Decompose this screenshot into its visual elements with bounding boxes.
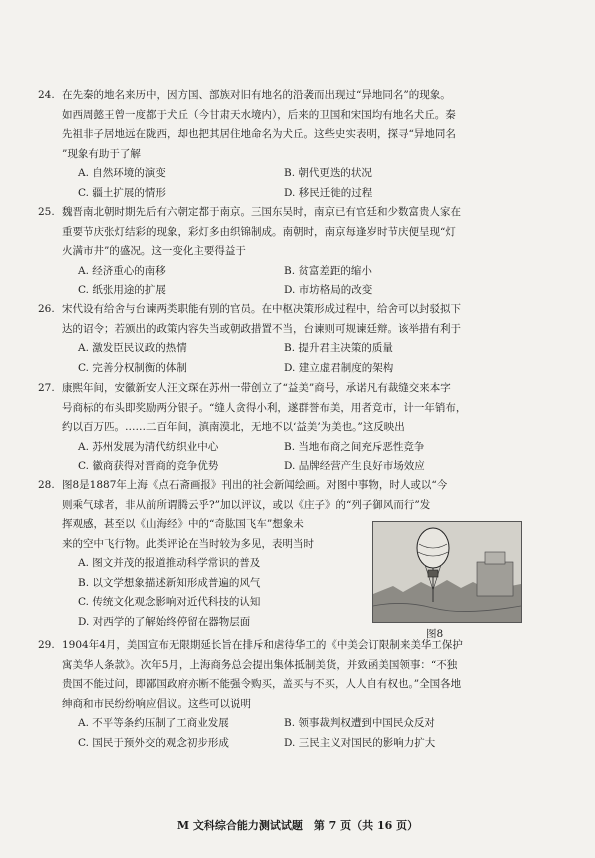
question-number: 28. [38,479,55,491]
question-stem [62,636,532,714]
question-stem [62,86,532,164]
page-footer: M 文科综合能力测试试题 第 7 页（共 16 页） [176,819,419,832]
option-row [62,339,532,359]
stem-line: 绅商和市民纷纷响应倡议。这些可以说明 [62,697,251,710]
option-b[interactable]: B. 提升君主决策的质量 [284,342,393,354]
option-c[interactable]: C. 传统文化观念影响对近代科技的认知 [78,596,261,608]
stem-line: 火满市井”的盛况。这一变化主要得益于 [62,245,246,257]
option-a[interactable]: A. 经济重心的南移 [78,264,166,277]
stem-line: ”现象有助于了解 [62,147,141,160]
stem-line: 来的空中飞行物。此类评论在当时较为多见，表明当时 [62,537,314,550]
option-c[interactable]: C. 国民于预外交的观念初步形成 [78,736,229,749]
option-d[interactable]: D. 品牌经营产生良好市场效应 [284,460,425,472]
stem-line: 号商标的布头即奖励两分银子。“缝人贪得小利，遂群誉布美，用者竞市，计一年销布， [62,401,467,414]
question-27 [38,379,532,477]
option-row [62,359,532,379]
question-number: 25. [38,206,55,218]
option-row [62,262,532,282]
option-row [62,734,532,754]
option-row [62,714,532,734]
stem-line: 先祖非子居地远在陇西，却也把其居住地命名为犬丘。这些史实表明，探寻“异地同名 [62,128,456,140]
option-c[interactable]: C. 纸张用途的扩展 [78,284,166,296]
option-b[interactable]: B. 贫富差距的缩小 [284,264,372,277]
option-c[interactable]: C. 徽商获得对晋商的竞争优势 [78,460,219,472]
option-d[interactable]: D. 对西学的了解始终停留在器物层面 [78,615,251,628]
stem-line: 寓美华人条款》。次年5月，上海商务总会提出集体抵制美货，并致函美国领事：“不独 [62,658,458,671]
question-stem [62,379,532,438]
question-stem [62,300,532,339]
stem-line: 如西周懿王曾一度都于犬丘（今甘肃天水境内），后来的卫国和宋国均有地名犬丘。秦 [62,108,456,121]
question-24 [38,86,532,203]
stem-line: 达的诏令；若颁出的政策内容失当或朝政措置不当，台谏则可规谏廷辩。该举措有利于 [62,322,461,335]
option-a[interactable]: A. 自然环境的演变 [78,167,166,179]
option-b[interactable]: B. 当地布商之间充斥恶性竞争 [284,440,425,453]
option-row [62,184,532,204]
stem-line: 康熙年间，安徽新安人汪文琛在苏州一带创立了“益美”商号，承诺凡有裁缝交来本字 [62,382,451,394]
option-a[interactable]: A. 图文并茂的报道推动科学常识的普及 [78,557,261,569]
option-d[interactable]: D. 建立虚君制度的架构 [284,361,394,374]
stem-line: 1904年4月，美国宣布无限期延长旨在排斥和虐待华工的《中美会订限制来美华工保护 [62,639,463,651]
question-26 [38,300,532,378]
option-row [62,281,532,301]
stem-line: 图8是1887年上海《点石斋画报》刊出的社会新闻绘画。对图中事物，时人或以“今 [62,479,448,491]
option-a[interactable]: A. 不平等条约压制了工商业发展 [78,717,229,729]
stem-line: 则乘气球者，非从前所谓腾云乎?”加以评议，或以《庄子》的“列子御风而行”发 [62,498,431,511]
option-b[interactable]: B. 领事裁判权遭到中国民众反对 [284,717,435,729]
stem-line: 在先秦的地名来历中，因方国、部族对旧有地名的沿袭而出现过“异地同名”的现象。 [62,89,451,101]
question-stem [62,203,532,262]
question-number: 27. [38,382,55,394]
stem-line: 贵国不能过问，即鄙国政府亦断不能强令购买，盖买与不买，人人自有权也。”全国各地 [62,678,462,690]
option-row [62,457,532,477]
option-c[interactable]: C. 疆土扩展的情形 [78,186,166,199]
option-a[interactable]: A. 激发臣民议政的热情 [78,342,187,354]
stem-line: 挥观感，甚至以《山海经》中的“奇肱国飞车”想象未 [62,518,304,530]
option-d[interactable]: D. 三民主义对国民的影响力扩大 [284,736,436,749]
question-25 [38,203,532,301]
figure-8-image [372,521,522,623]
stem-line: 重要节庆张灯结彩的现象，彩灯多由织锦制成。南朝时，南京每逢岁时节庆便呈现“灯 [62,225,456,238]
option-c[interactable]: C. 完善分权制衡的体制 [78,361,187,374]
option-b[interactable]: B. 以文学想象描述新知形成普遍的风气 [78,576,261,589]
question-number: 26. [38,303,55,315]
question-number: 24. [38,89,55,101]
question-29 [38,636,532,753]
option-row [62,438,532,458]
figure-caption: 图8 [426,628,444,640]
stem-line: 宋代设有给舍与台谏两类职能有别的官员。在中枢决策形成过程中，给舍可以封驳拟下 [62,303,461,315]
option-a[interactable]: A. 苏州发展为清代纺织业中心 [78,440,219,453]
stem-line: 魏晋南北朝时期先后有六朝定都于南京。三国东吴时，南京已有官廷和少数富贵人家在 [62,206,461,218]
option-d[interactable]: D. 移民迁徙的过程 [284,186,373,199]
stem-line: 约以百万匹。……二百年间，滇南漠北，无地不以‘益美’为美也。”这反映出 [62,421,405,433]
question-number: 29. [38,639,55,651]
option-row [62,164,532,184]
option-d[interactable]: D. 市坊格局的改变 [284,284,373,296]
option-b[interactable]: B. 朝代更迭的状况 [284,167,372,179]
